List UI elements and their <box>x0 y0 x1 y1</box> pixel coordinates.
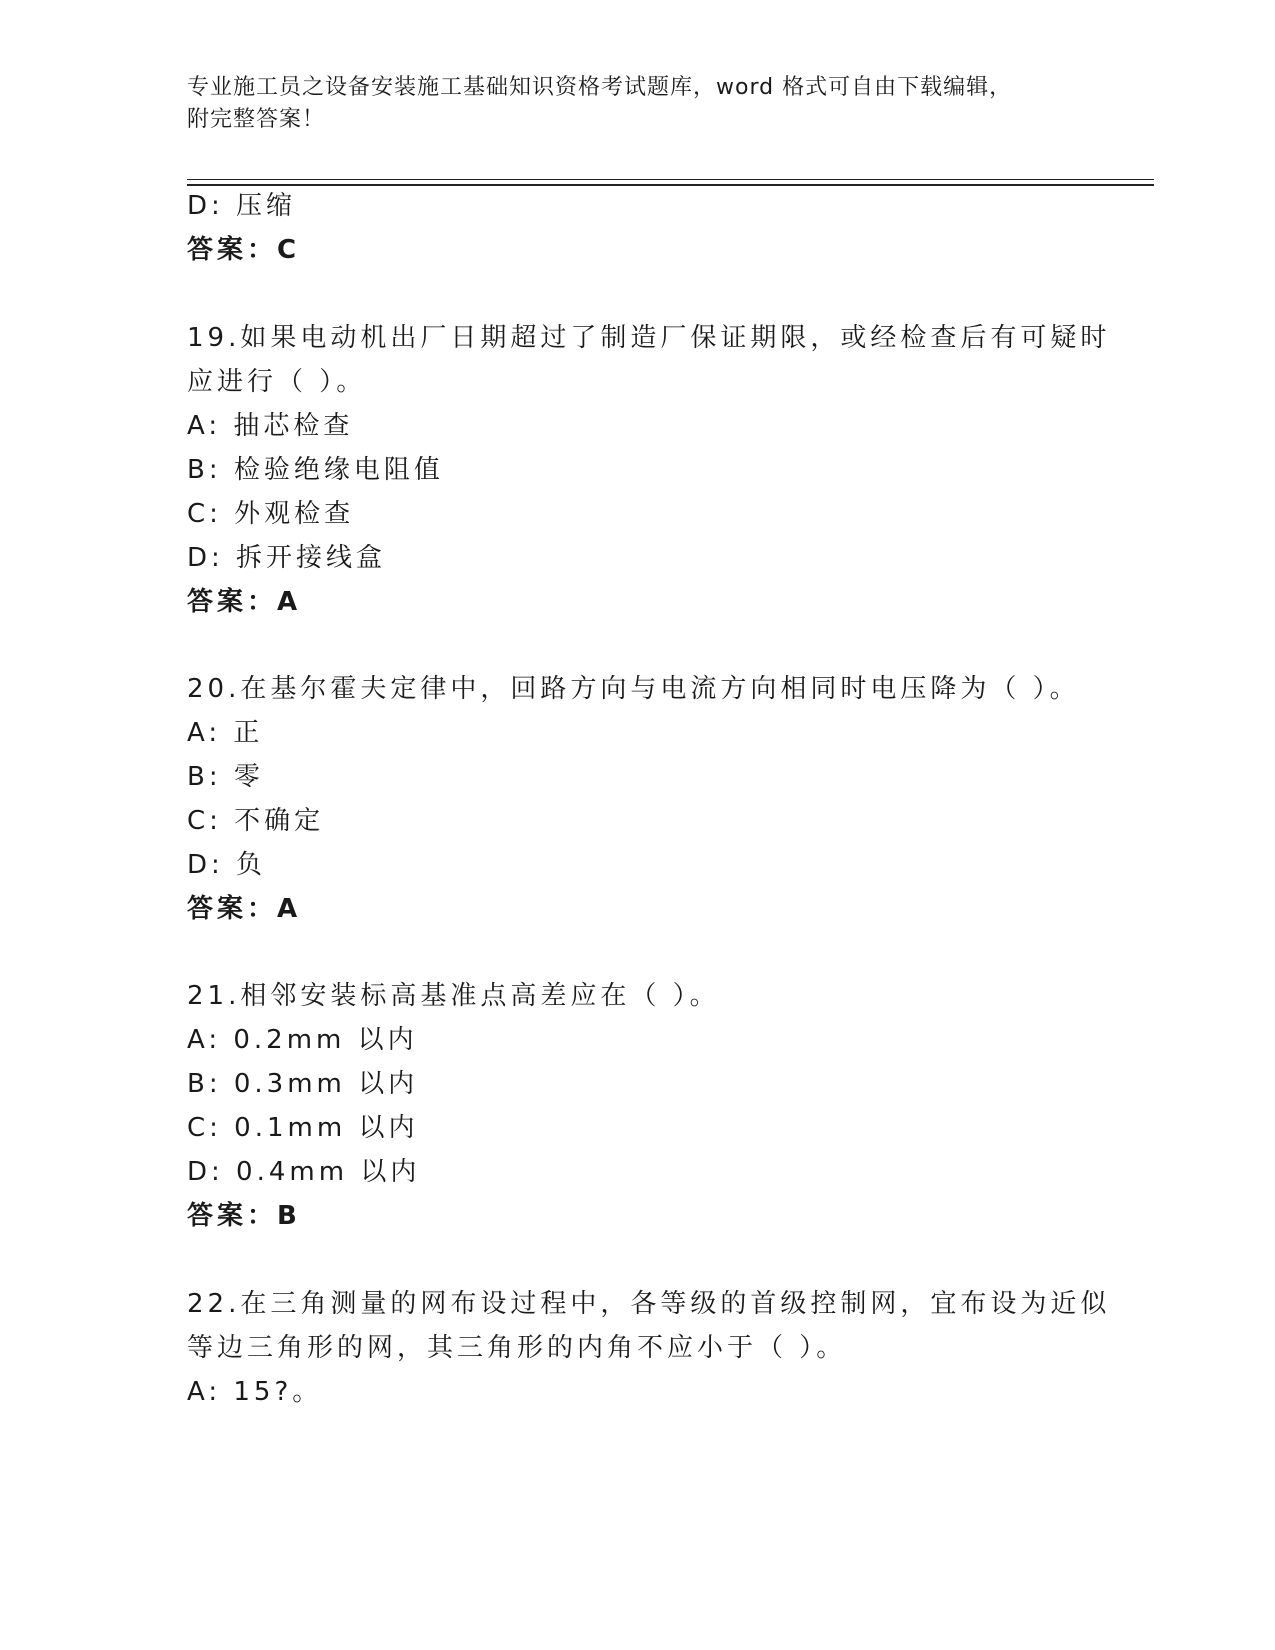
question-19-option-d: D: 拆开接线盒 <box>187 543 387 573</box>
question-19-option-a: A: 抽芯检查 <box>187 411 354 441</box>
header-line-2: 附完整答案！ <box>187 107 326 132</box>
question-21-option-a: A: 0.2mm 以内 <box>187 1025 418 1055</box>
question-21-option-c: C: 0.1mm 以内 <box>187 1113 419 1143</box>
question-22-stem-line-1: 22.在三角测量的网布设过程中，各等级的首级控制网，宜布设为近似 <box>187 1289 1111 1319</box>
question-22-option-a: A: 15?。 <box>187 1377 323 1407</box>
question-21-answer: 答案：B <box>187 1201 301 1231</box>
question-20-option-b: B: 零 <box>187 762 264 792</box>
header-divider-thin <box>187 179 1154 180</box>
question-20-stem-line-1: 20.在基尔霍夫定律中，回路方向与电流方向相同时电压降为（ ）。 <box>187 674 1080 704</box>
question-20-option-c: C: 不确定 <box>187 806 325 836</box>
question-20-answer: 答案：A <box>187 894 302 924</box>
header-divider-thick <box>187 184 1154 186</box>
header-line-1: 专业施工员之设备安装施工基础知识资格考试题库，word 格式可自由下载编辑， <box>187 75 1013 100</box>
question-21-option-b: B: 0.3mm 以内 <box>187 1069 419 1099</box>
question-19-answer: 答案：A <box>187 587 302 617</box>
question-19-stem-line-2: 应进行（ ）。 <box>187 367 367 397</box>
question-20-option-a: A: 正 <box>187 718 264 748</box>
question-19-option-c: C: 外观检查 <box>187 499 355 529</box>
header-text <box>187 72 1067 136</box>
question-19-option-b: B: 检验绝缘电阻值 <box>187 455 444 485</box>
question-21-stem-line-1: 21.相邻安装标高基准点高差应在（ ）。 <box>187 981 720 1011</box>
question-22-stem-line-2: 等边三角形的网，其三角形的内角不应小于（ ）。 <box>187 1333 847 1363</box>
answer-prev: 答案：C <box>187 235 301 265</box>
question-19-stem-line-1: 19.如果电动机出厂日期超过了制造厂保证期限，或经检查后有可疑时 <box>187 323 1111 353</box>
question-20-option-d: D: 负 <box>187 850 267 880</box>
question-21-option-d: D: 0.4mm 以内 <box>187 1157 421 1187</box>
option-d-prev: D: 压缩 <box>187 191 297 221</box>
